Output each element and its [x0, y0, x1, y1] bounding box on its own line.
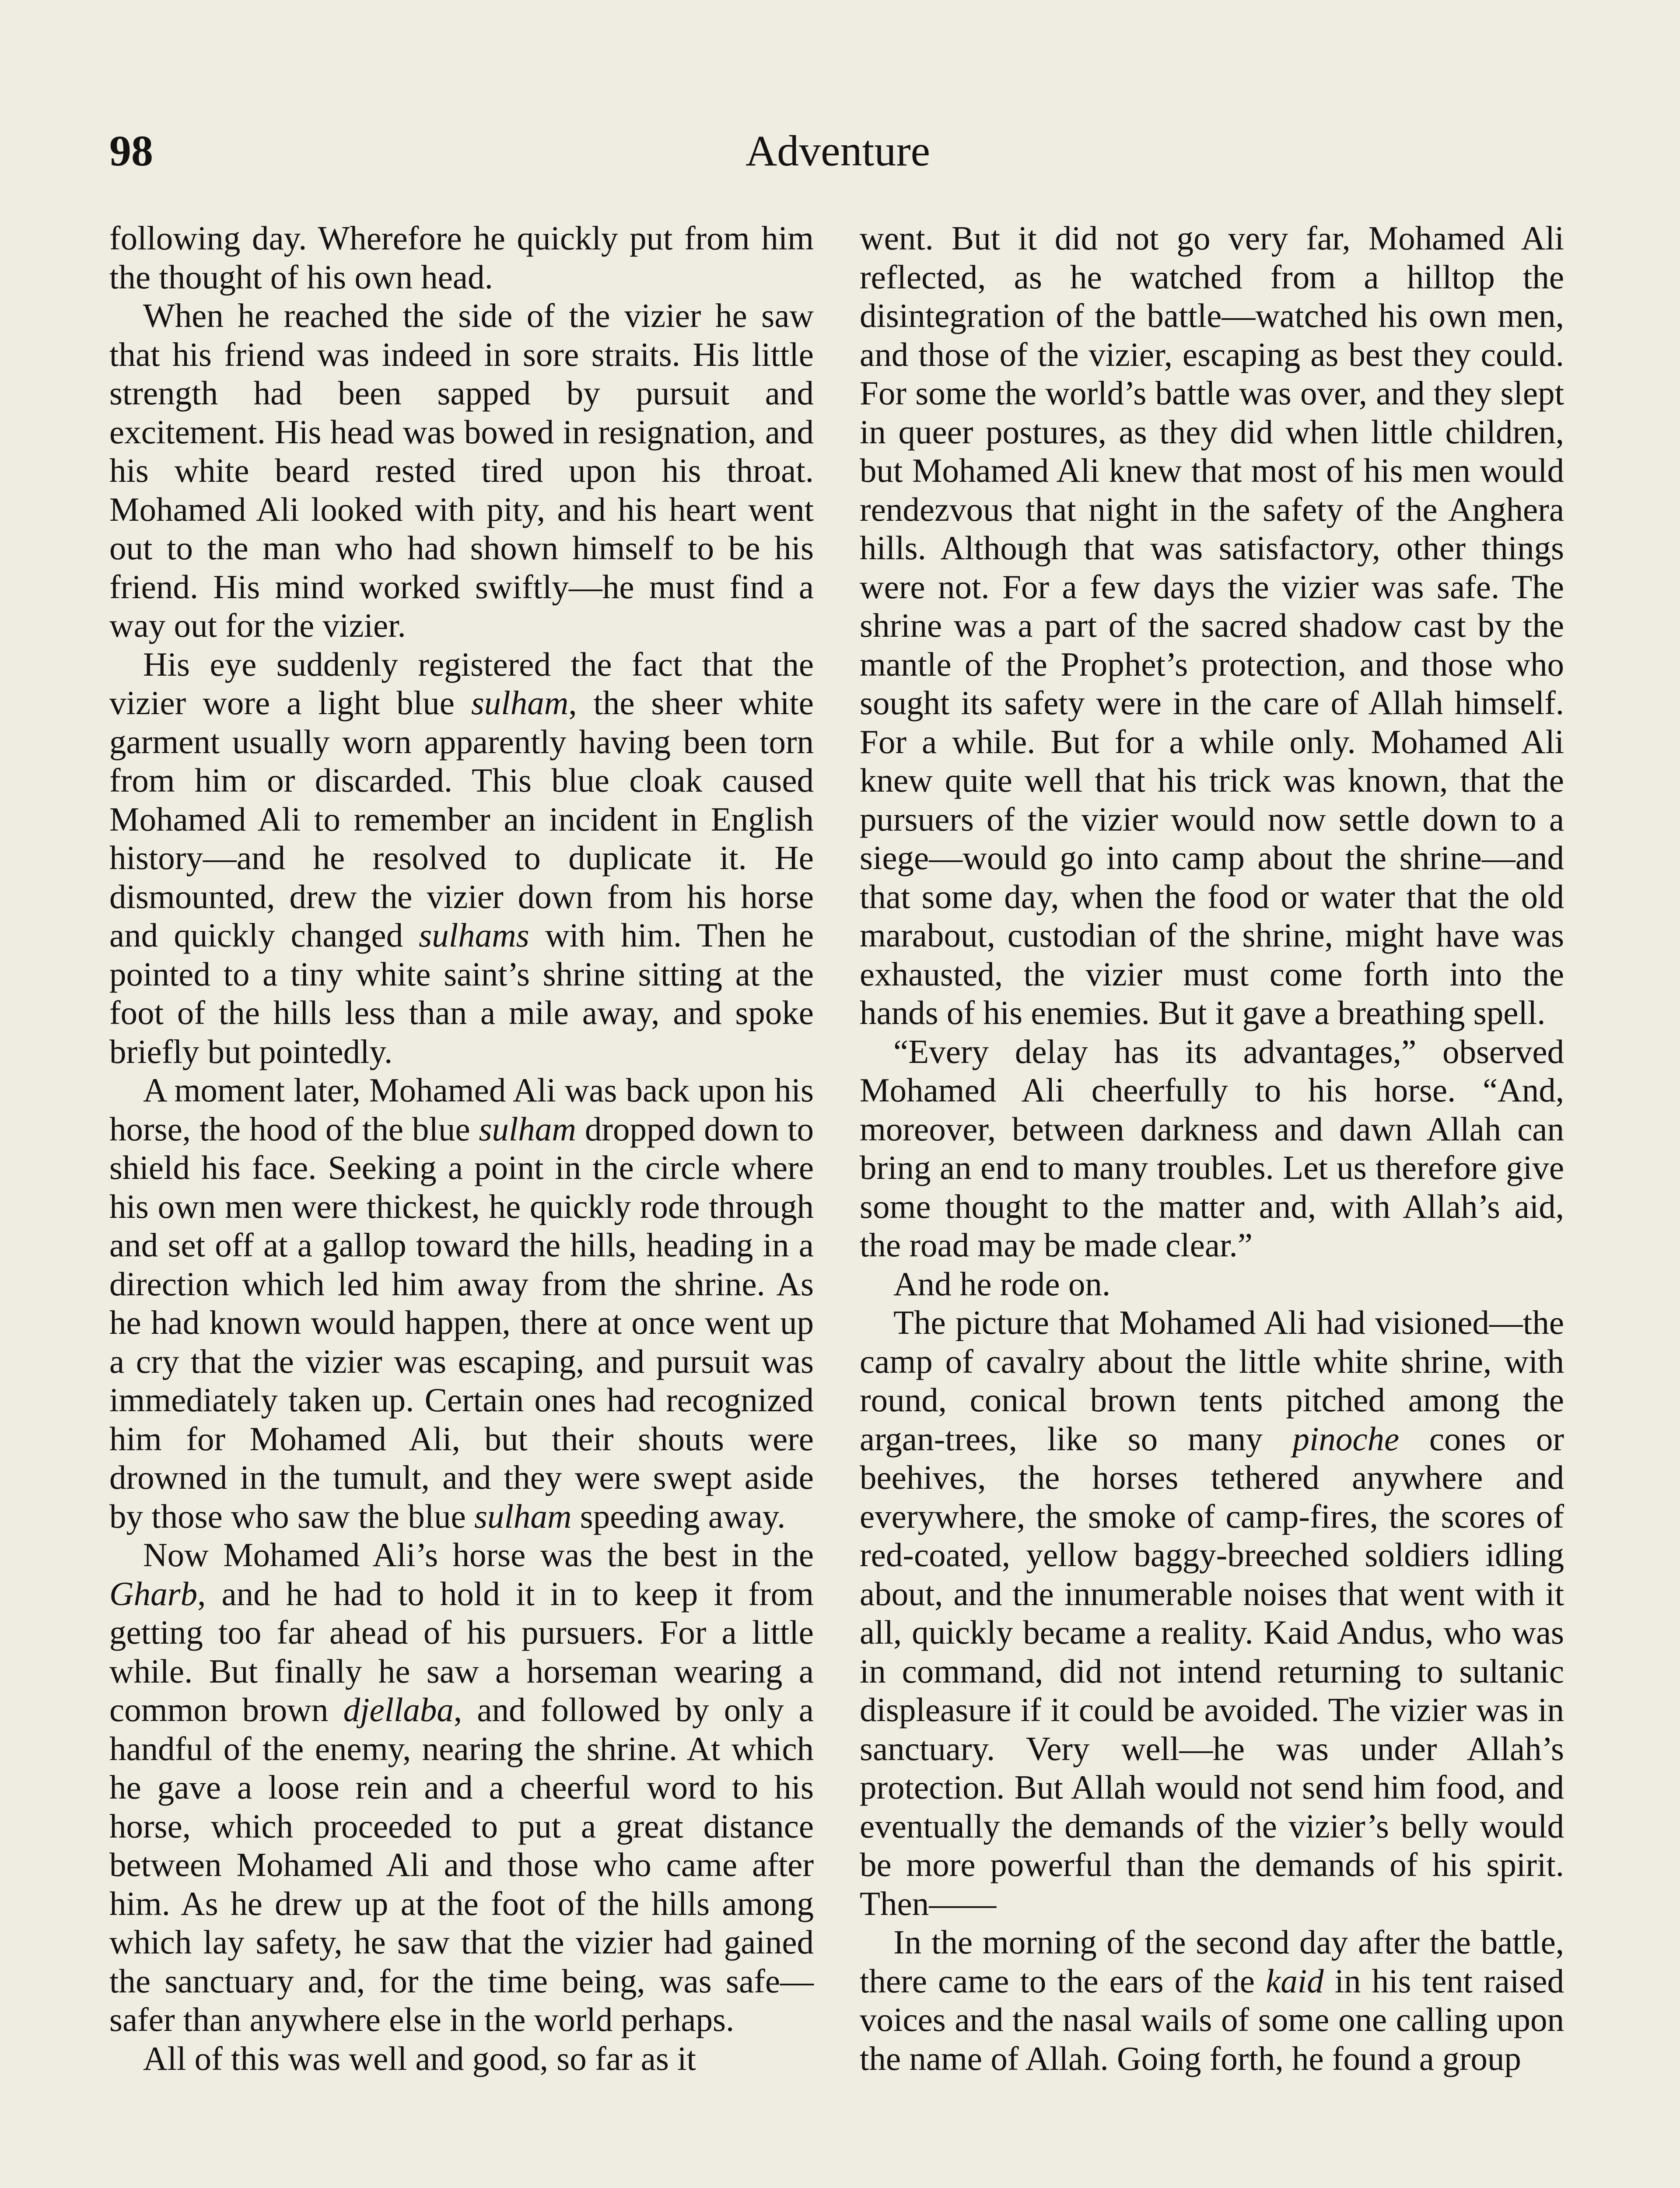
- paragraph: went. But it did not go very far, Mohamed Ali reflected, as he watched from a hilltop the disintegration of the battle—watched his own men, and those of the vizier, escaping as best they could. For some the world’s battle was over, and they slept in queer postures, as they did when little children, but Mohamed Ali knew that most of his men would rendezvous that night in the safety of the Anghera hills. Although that was satisfactory, other things were not. For a few days the vizier was safe. The shrine was a part of the sacred shadow cast by the mantle of the Prophet’s protection, and those who sought its safety were in the care of Allah himself. For a while. But for a while only. Mohamed Ali knew quite well that his trick was known, that the pursuers of the vizier would now settle down to a siege—would go into camp about the shrine—and that some day, when the food or water that the old marabout, custodian of the shrine, might have was exhausted, the vizier must come forth into the hands of his enemies. But it gave a breathing spell.: [860, 219, 1564, 1031]
- paragraph: Now Mohamed Ali’s horse was the best in the Gharb, and he had to hold it in to keep it from getting too far ahead of his pursuers. For a little while. But finally he saw a horseman wearing a common brown djellaba, and followed by only a handful of the enemy, nearing the shrine. At which he gave a loose rein and a cheerful word to his horse, which proceeded to put a great distance between Mohamed Ali and those who came after him. As he drew up at the foot of the hills among which lay safety, he saw that the vizier had gained the sanctuary and, for the time being, was safe—safer than anywhere else in the world perhaps.: [109, 1536, 814, 2038]
- paragraph: When he reached the side of the vizier he saw that his friend was indeed in sore straits. His little strength had been sapped by pursuit and excitement. His head was bowed in resignation, and his white beard rested tired upon his throat. Mohamed Ali looked with pity, and his heart went out to the man who had shown himself to be his friend. His mind worked swiftly—he must find a way out for the vizier.: [109, 297, 814, 644]
- page-header: [109, 118, 1566, 184]
- paragraph: And he rode on.: [893, 1265, 1111, 1303]
- right-column: [860, 219, 1564, 2078]
- paragraph: In the morning of the second day after the battle, there came to the ears of the kaid in his tent raised voices and the nasal wails of some one calling upon the name of Allah. Going forth, he found a group: [860, 1923, 1564, 2077]
- paragraph: The picture that Mohamed Ali had visioned—the camp of cavalry about the little white shrine, with round, conical brown tents pitched among the argan-trees, like so many pinoche cones or beehives, the horses tethered anywhere and everywhere, the smoke of camp-fires, the scores of red-coated, yellow baggy-breeched soldiers idling about, and the innumerable noises that went with it all, quickly became a reality. Kaid Andus, who was in command, did not intend returning to sultanic displeasure if it could be avoided. The vizier was in sanctuary. Very well—he was under Allah’s protection. But Allah would not send him food, and eventually the demands of the vizier’s belly would be more powerful than the demands of his spirit. Then——: [860, 1304, 1564, 1922]
- running-title: Adventure: [745, 126, 931, 175]
- paragraph: “Every delay has its advantages,” observed Mohamed Ali cheerfully to his horse. “And, moreover, between darkness and dawn Allah can bring an end to many troubles. Let us therefore give some thought to the matter and, with Allah’s aid, the road may be made clear.”: [860, 1032, 1564, 1264]
- page-number: 98: [109, 126, 153, 175]
- paragraph: following day. Wherefore he quickly put from him the thought of his own head.: [109, 219, 814, 296]
- paragraph: All of this was well and good, so far as it: [143, 2039, 696, 2077]
- paragraph: A moment later, Mohamed Ali was back upon his horse, the hood of the blue sulham dropped down to shield his face. Seeking a point in the circle where his own men were thickest, he quickly rode through and set off at a gallop toward the hills, heading in a direction which led him away from the shrine. As he had known would happen, there at once went up a cry that the vizier was escaping, and pursuit was immediately taken up. Certain ones had recognized him for Mohamed Ali, but their shouts were drowned in the tumult, and they were swept aside by those who saw the blue sulham speeding away.: [109, 1071, 814, 1535]
- paragraph: His eye suddenly registered the fact that the vizier wore a light blue sulham, the sheer white garment usually worn apparently having been torn from him or discarded. This blue cloak caused Mohamed Ali to remember an incident in English history—and he resolved to duplicate it. He dismounted, drew the vizier down from his horse and quickly changed sulhams with him. Then he pointed to a tiny white saint’s shrine sitting at the foot of the hills less than a mile away, and spoke briefly but pointedly.: [109, 645, 814, 1070]
- left-column: [109, 219, 814, 2078]
